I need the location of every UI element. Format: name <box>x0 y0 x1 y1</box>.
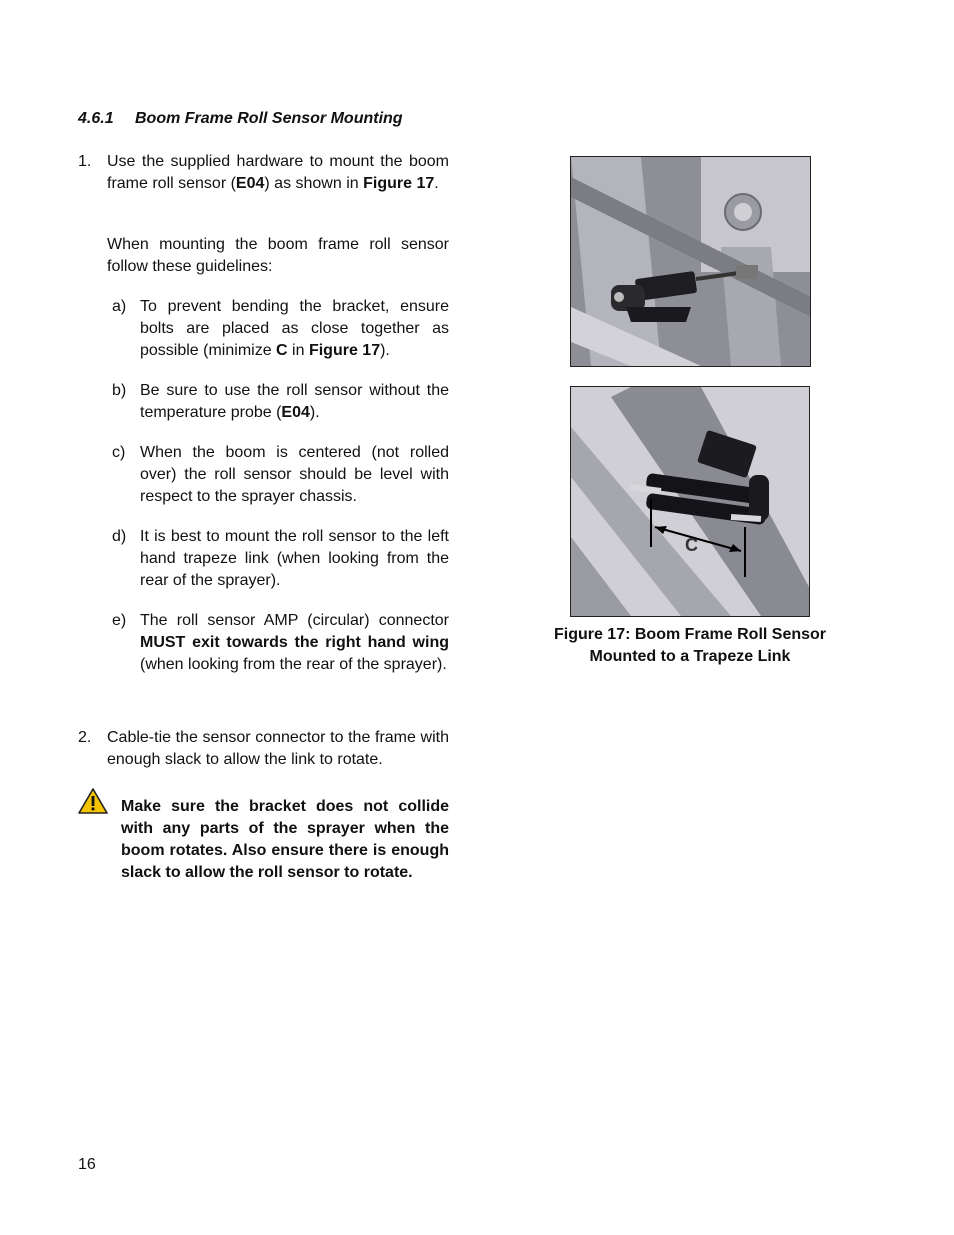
dimension-label-c: C <box>685 535 698 555</box>
step-1-text: Use the supplied hardware to mount the boom frame roll sensor (E04) as shown in Figure 17. <box>107 153 449 192</box>
section-heading <box>78 110 403 128</box>
step-1-marker: 1. <box>78 153 92 170</box>
guideline-c-text: When the boom is centered (not rolled over) the roll sensor should be level with respect to the sprayer chassis. <box>140 444 449 505</box>
figure-caption-line-1: Figure 17: Boom Frame Roll Sensor <box>553 626 827 643</box>
figure-caption <box>520 624 860 668</box>
guidelines-intro: When mounting the boom frame roll sensor follow these guidelines: <box>107 236 449 275</box>
step-2-text: Cable-tie the sensor connector to the frame with enough slack to allow the link to rotate. <box>107 729 449 768</box>
guideline-b-text: Be sure to use the roll sensor without the temperature probe (E04). <box>140 382 449 421</box>
warning-triangle-icon <box>78 788 108 819</box>
guideline-d-marker: d) <box>112 528 127 545</box>
section-title: Boom Frame Roll Sensor Mounting <box>135 110 403 127</box>
guideline-e-text: The roll sensor AMP (circular) connector MUST exit towards the right hand wing (when looking from the rear of the sprayer). <box>140 612 449 673</box>
sensor-mount-photo-bottom <box>570 386 810 617</box>
guideline-d-text: It is best to mount the roll sensor to the left hand trapeze link (when looking from the rear of the sprayer). <box>140 528 449 589</box>
guideline-a-marker: a) <box>112 298 127 315</box>
figure-caption-line-2: Mounted to a Trapeze Link <box>589 648 791 665</box>
page-number: 16 <box>78 1156 96 1173</box>
warning-text: Make sure the bracket does not collide with any parts of the sprayer when the boom rotates. Also ensure there is enough slack to allow the roll sensor to rotate. <box>121 798 449 881</box>
guideline-c-marker: c) <box>112 444 126 461</box>
step-2-marker: 2. <box>78 729 92 746</box>
guideline-b-marker: b) <box>112 382 127 399</box>
guideline-e-marker: e) <box>112 612 127 629</box>
guideline-a-text: To prevent bending the bracket, ensure bolts are placed as close together as possible (minimize C in Figure 17). <box>140 298 449 359</box>
sensor-mount-photo-top <box>570 156 811 367</box>
section-number: 4.6.1 <box>78 110 114 127</box>
